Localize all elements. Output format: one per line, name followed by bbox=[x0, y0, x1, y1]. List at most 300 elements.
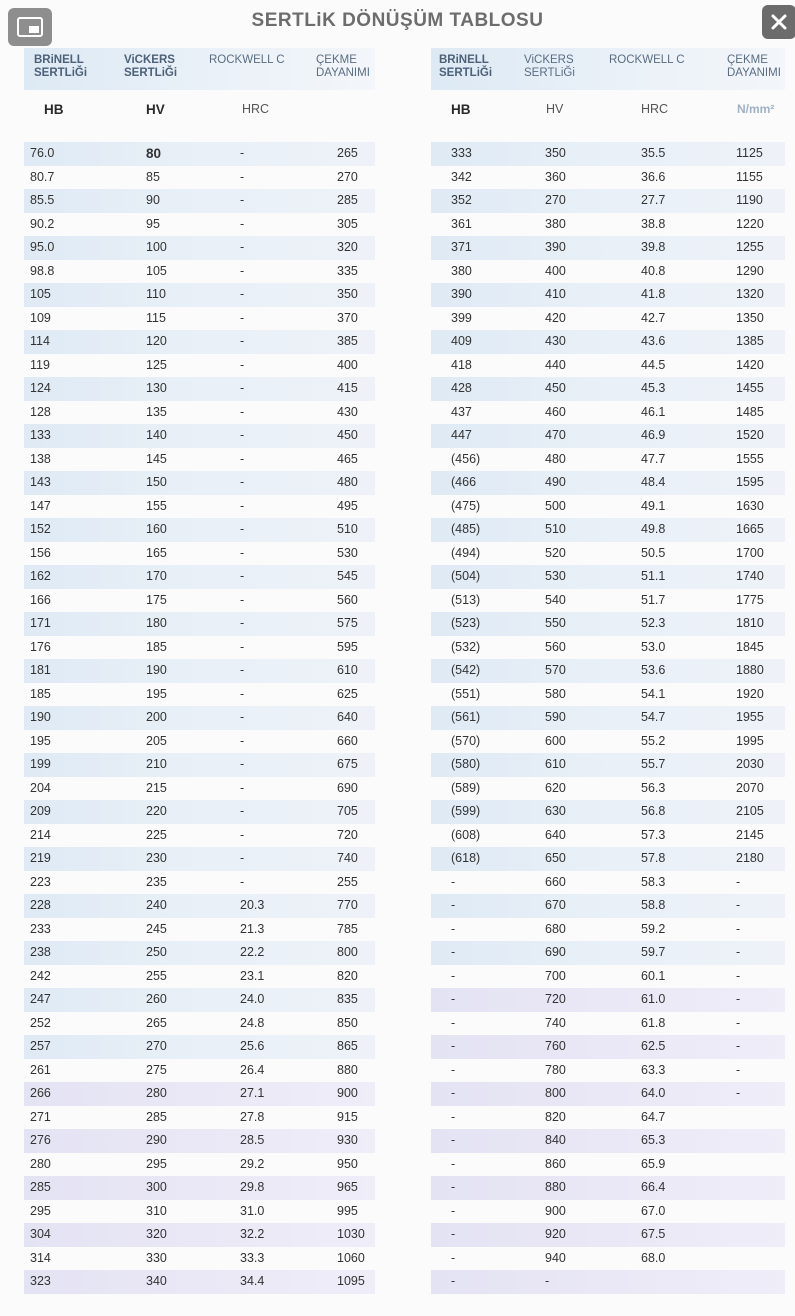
close-icon bbox=[770, 13, 788, 31]
cell-hv: 285 bbox=[146, 1109, 167, 1124]
cell-cekme: 850 bbox=[337, 1015, 358, 1030]
table-row bbox=[431, 401, 785, 425]
cell-hrc: - bbox=[240, 428, 245, 442]
cell-hv: 85 bbox=[146, 169, 160, 184]
cell-cekme: 820 bbox=[337, 968, 358, 983]
cell-cekme: 705 bbox=[337, 804, 358, 818]
cell-hb: 276 bbox=[30, 1133, 51, 1147]
cell-hv: 185 bbox=[146, 639, 167, 654]
table-row bbox=[24, 354, 375, 378]
cell-hb: - bbox=[451, 1086, 456, 1100]
table-row bbox=[24, 988, 375, 1012]
cell-hb: 223 bbox=[30, 874, 51, 889]
cell-hv: 590 bbox=[545, 710, 566, 724]
cell-hb: 437 bbox=[451, 404, 472, 419]
cell-hrc: 61.0 bbox=[641, 992, 666, 1006]
cell-cekme: - bbox=[736, 1062, 741, 1077]
cell-hb: 76.0 bbox=[30, 146, 55, 160]
cell-cekme: - bbox=[736, 874, 741, 889]
table-row bbox=[431, 659, 785, 683]
cell-hv: 330 bbox=[146, 1250, 167, 1265]
cell-hv: 255 bbox=[146, 968, 167, 983]
cell-hrc: 21.3 bbox=[240, 921, 265, 936]
cell-hrc: - bbox=[240, 616, 245, 630]
cell-cekme: 720 bbox=[337, 827, 358, 842]
cell-cekme: 880 bbox=[337, 1062, 358, 1077]
cell-hv: 115 bbox=[146, 310, 166, 325]
cell-hv: 720 bbox=[545, 992, 566, 1006]
cell-cekme: 450 bbox=[337, 428, 358, 442]
table-row bbox=[24, 612, 375, 636]
cell-hb: 209 bbox=[30, 804, 51, 818]
close-button[interactable] bbox=[762, 5, 795, 39]
cell-hb: 352 bbox=[451, 193, 472, 207]
table-row bbox=[24, 1270, 375, 1294]
cell-cekme: 1740 bbox=[736, 569, 764, 583]
table-row bbox=[24, 894, 375, 918]
cell-hv: 140 bbox=[146, 428, 167, 442]
cell-hrc: 57.3 bbox=[641, 827, 666, 842]
cell-hb: 190 bbox=[30, 710, 51, 724]
cell-hrc: 48.4 bbox=[641, 475, 666, 489]
cell-hb: - bbox=[451, 898, 456, 912]
cell-cekme: 1700 bbox=[736, 545, 764, 560]
table-row bbox=[24, 330, 375, 354]
cell-cekme: 560 bbox=[337, 592, 358, 607]
table-row bbox=[431, 824, 785, 848]
cell-hv: 420 bbox=[545, 310, 566, 325]
cell-cekme: - bbox=[736, 968, 741, 983]
cell-hrc: 55.7 bbox=[641, 757, 666, 771]
cell-cekme: 610 bbox=[337, 663, 358, 677]
cell-hrc: 45.3 bbox=[641, 381, 666, 395]
cell-cekme: 690 bbox=[337, 780, 358, 795]
table-row bbox=[24, 1082, 375, 1106]
cell-hrc: 32.2 bbox=[240, 1227, 265, 1241]
cell-hb: 171 bbox=[30, 616, 51, 630]
table-row bbox=[431, 142, 785, 166]
cell-hv: 200 bbox=[146, 710, 167, 724]
cell-cekme: 285 bbox=[337, 193, 358, 207]
cell-hv: 230 bbox=[146, 851, 167, 865]
cell-hrc: 51.7 bbox=[641, 592, 666, 607]
table-row bbox=[431, 1129, 785, 1153]
cell-hb: - bbox=[451, 1015, 456, 1030]
cell-hrc: - bbox=[240, 169, 245, 184]
cell-cekme: 1665 bbox=[736, 522, 764, 536]
cell-hrc: 42.7 bbox=[641, 310, 666, 325]
cell-hb: 195 bbox=[30, 733, 51, 748]
table-row bbox=[24, 565, 375, 589]
right-table bbox=[431, 48, 785, 1294]
cell-hv: 400 bbox=[545, 263, 566, 278]
cell-hv: - bbox=[545, 1274, 550, 1288]
cell-cekme: 350 bbox=[337, 287, 358, 301]
cell-hv: 660 bbox=[545, 874, 566, 889]
cell-hb: 143 bbox=[30, 475, 51, 489]
cell-hb: 233 bbox=[30, 921, 51, 936]
cell-hv: 350 bbox=[545, 146, 566, 160]
header-brinell: BRiNELL SERTLiĞi bbox=[439, 54, 493, 79]
cell-hrc: - bbox=[240, 240, 245, 254]
cell-hb: 371 bbox=[451, 240, 472, 254]
cell-hrc: 49.1 bbox=[641, 498, 666, 513]
cell-hb: 380 bbox=[451, 263, 472, 278]
cell-hv: 700 bbox=[545, 968, 566, 983]
table-row bbox=[431, 166, 785, 190]
cell-hv: 95 bbox=[146, 216, 160, 231]
cell-cekme: 510 bbox=[337, 522, 358, 536]
cell-hv: 175 bbox=[146, 592, 167, 607]
cell-hv: 540 bbox=[545, 592, 566, 607]
cell-hb: 409 bbox=[451, 334, 472, 348]
table-row bbox=[24, 847, 375, 871]
cell-cekme: 385 bbox=[337, 334, 358, 348]
table-row bbox=[431, 965, 785, 989]
cell-cekme: 800 bbox=[337, 945, 358, 959]
subheader-hv: HV bbox=[546, 102, 564, 116]
cell-hb: (523) bbox=[451, 616, 481, 630]
cell-hv: 470 bbox=[545, 428, 566, 442]
cell-hb: 214 bbox=[30, 827, 51, 842]
cell-hrc: 64.7 bbox=[641, 1109, 666, 1124]
cell-cekme: 265 bbox=[337, 146, 358, 160]
cell-hrc: 61.8 bbox=[641, 1015, 666, 1030]
cell-hb: 280 bbox=[30, 1156, 51, 1171]
cell-hb: - bbox=[451, 874, 456, 889]
table-row bbox=[431, 236, 785, 260]
cell-cekme: 950 bbox=[337, 1156, 358, 1171]
table-row bbox=[24, 636, 375, 660]
cell-hrc: - bbox=[240, 710, 245, 724]
table-row bbox=[431, 683, 785, 707]
cell-hv: 310 bbox=[146, 1203, 167, 1218]
cell-hv: 570 bbox=[545, 663, 566, 677]
cell-cekme: 1420 bbox=[736, 357, 764, 372]
cell-cekme: 320 bbox=[337, 240, 358, 254]
cell-hb: - bbox=[451, 1227, 456, 1241]
cell-hv: 620 bbox=[545, 780, 566, 795]
cell-hv: 220 bbox=[146, 804, 167, 818]
table-row bbox=[431, 424, 785, 448]
cell-hb: (608) bbox=[451, 827, 481, 842]
cell-hb: 181 bbox=[30, 663, 51, 677]
cell-cekme: - bbox=[736, 945, 741, 959]
cell-hb: 323 bbox=[30, 1274, 51, 1288]
cell-hv: 195 bbox=[146, 686, 167, 701]
cell-hb: 138 bbox=[30, 451, 51, 466]
cell-hv: 135 bbox=[146, 404, 167, 419]
cell-hv: 820 bbox=[545, 1109, 566, 1124]
table-row bbox=[431, 518, 785, 542]
cell-hrc: 53.0 bbox=[641, 639, 666, 654]
cell-hb: - bbox=[451, 945, 456, 959]
cell-cekme: 1385 bbox=[736, 334, 764, 348]
cell-hb: (504) bbox=[451, 569, 481, 583]
table-row bbox=[431, 1200, 785, 1224]
table-row bbox=[24, 260, 375, 284]
cell-hrc: - bbox=[240, 310, 245, 325]
cell-hb: (542) bbox=[451, 663, 481, 677]
cell-hv: 130 bbox=[146, 381, 167, 395]
cell-cekme: 370 bbox=[337, 310, 358, 325]
cell-hv: 100 bbox=[146, 240, 167, 254]
cell-hrc: - bbox=[240, 498, 245, 513]
cell-hrc: 27.1 bbox=[240, 1086, 265, 1100]
table-row bbox=[431, 1106, 785, 1130]
cell-hv: 680 bbox=[545, 921, 566, 936]
table-row bbox=[431, 918, 785, 942]
table-row bbox=[431, 753, 785, 777]
cell-hb: 271 bbox=[30, 1109, 51, 1124]
cell-hrc: 49.8 bbox=[641, 522, 666, 536]
cell-hb: (494) bbox=[451, 545, 481, 560]
table-row bbox=[431, 377, 785, 401]
cell-hb: 447 bbox=[451, 428, 472, 442]
cell-hrc: 60.1 bbox=[641, 968, 666, 983]
table-row bbox=[431, 260, 785, 284]
table-row bbox=[24, 753, 375, 777]
cell-hb: 204 bbox=[30, 780, 51, 795]
table-row bbox=[24, 142, 375, 166]
cell-cekme: - bbox=[736, 1015, 741, 1030]
table-row bbox=[24, 1153, 375, 1177]
cell-cekme: 740 bbox=[337, 851, 358, 865]
subheader-hv: HV bbox=[146, 102, 165, 117]
table-row bbox=[431, 730, 785, 754]
cell-hv: 500 bbox=[545, 498, 566, 513]
header-vickers: ViCKERS SERTLiĞi bbox=[124, 54, 178, 79]
cell-hb: 85.5 bbox=[30, 193, 55, 207]
cell-hv: 210 bbox=[146, 757, 167, 771]
cell-hv: 275 bbox=[146, 1062, 167, 1077]
cell-hb: - bbox=[451, 1039, 456, 1053]
table-row bbox=[24, 1059, 375, 1083]
left-table bbox=[24, 48, 375, 1294]
cell-hv: 150 bbox=[146, 475, 167, 489]
cell-cekme: 2030 bbox=[736, 757, 764, 771]
cell-cekme: 415 bbox=[337, 381, 358, 395]
cell-hrc: - bbox=[240, 263, 245, 278]
cell-hv: 940 bbox=[545, 1250, 566, 1265]
cell-hrc: - bbox=[240, 193, 245, 207]
cell-hv: 320 bbox=[146, 1227, 167, 1241]
cell-cekme: 1125 bbox=[736, 146, 763, 160]
cell-cekme: 995 bbox=[337, 1203, 358, 1218]
cell-hv: 280 bbox=[146, 1086, 167, 1100]
cell-hrc: 27.8 bbox=[240, 1109, 265, 1124]
cell-hrc: - bbox=[240, 451, 245, 466]
cell-cekme: - bbox=[736, 898, 741, 912]
table-row bbox=[24, 401, 375, 425]
cell-hrc: 46.1 bbox=[641, 404, 666, 419]
cell-hv: 380 bbox=[545, 216, 566, 231]
cell-hv: 780 bbox=[545, 1062, 566, 1077]
cell-hb: 228 bbox=[30, 898, 51, 912]
cell-cekme: 1810 bbox=[736, 616, 764, 630]
cell-hb: 361 bbox=[451, 216, 472, 231]
right-rows bbox=[431, 142, 785, 1294]
cell-hb: 418 bbox=[451, 357, 472, 372]
cell-hv: 90 bbox=[146, 193, 160, 207]
cell-hv: 630 bbox=[545, 804, 566, 818]
cell-hrc: - bbox=[240, 216, 245, 231]
cell-cekme: 1350 bbox=[736, 310, 764, 325]
cell-hv: 640 bbox=[545, 827, 566, 842]
cell-cekme: - bbox=[736, 992, 741, 1006]
cell-hv: 295 bbox=[146, 1156, 167, 1171]
table-row bbox=[24, 542, 375, 566]
cell-hb: 199 bbox=[30, 757, 51, 771]
table-row bbox=[24, 918, 375, 942]
cell-hb: 152 bbox=[30, 522, 51, 536]
cell-cekme: 400 bbox=[337, 357, 358, 372]
cell-hv: 340 bbox=[146, 1274, 167, 1288]
cell-hrc: 29.2 bbox=[240, 1156, 265, 1171]
table-row bbox=[24, 1200, 375, 1224]
table-row bbox=[24, 824, 375, 848]
cell-hrc: 28.5 bbox=[240, 1133, 265, 1147]
cell-hrc: 63.3 bbox=[641, 1062, 666, 1077]
subheader-hb: HB bbox=[44, 102, 64, 117]
cell-hv: 270 bbox=[545, 193, 566, 207]
cell-cekme: 915 bbox=[337, 1109, 358, 1124]
cell-hv: 300 bbox=[146, 1180, 167, 1194]
table-row bbox=[431, 871, 785, 895]
table-row bbox=[24, 1176, 375, 1200]
cell-cekme: 255 bbox=[337, 874, 358, 889]
cell-hv: 145 bbox=[146, 451, 167, 466]
cell-hv: 190 bbox=[146, 663, 167, 677]
cell-hrc: 20.3 bbox=[240, 898, 265, 912]
cell-hrc: 54.7 bbox=[641, 710, 666, 724]
cell-hb: 80.7 bbox=[30, 169, 55, 184]
cell-hb: 314 bbox=[30, 1250, 51, 1265]
cell-cekme: 1190 bbox=[736, 193, 763, 207]
cell-hb: 105 bbox=[30, 287, 51, 301]
cell-cekme: 1485 bbox=[736, 404, 764, 419]
cell-cekme: 640 bbox=[337, 710, 358, 724]
table-row bbox=[431, 636, 785, 660]
cell-hb: 238 bbox=[30, 945, 51, 959]
cell-hrc: 41.8 bbox=[641, 287, 666, 301]
cell-hrc: - bbox=[240, 874, 245, 889]
cell-hb: 166 bbox=[30, 592, 51, 607]
cell-hb: 390 bbox=[451, 287, 472, 301]
table-row bbox=[431, 213, 785, 237]
table-row bbox=[431, 800, 785, 824]
table-row bbox=[24, 518, 375, 542]
cell-hb: 133 bbox=[30, 428, 51, 442]
cell-cekme: 335 bbox=[337, 263, 358, 278]
subheader-hrc: HRC bbox=[242, 102, 270, 116]
cell-hrc: 31.0 bbox=[240, 1203, 265, 1218]
cell-cekme: 1775 bbox=[736, 592, 764, 607]
table-row bbox=[24, 800, 375, 824]
cell-hb: 124 bbox=[30, 381, 51, 395]
cell-hrc: - bbox=[240, 357, 245, 372]
cell-cekme: 575 bbox=[337, 616, 358, 630]
cell-cekme: 835 bbox=[337, 992, 358, 1006]
cell-hv: 600 bbox=[545, 733, 566, 748]
cell-hrc: 23.1 bbox=[240, 968, 265, 983]
cell-hv: 650 bbox=[545, 851, 566, 865]
cell-hb: (599) bbox=[451, 804, 481, 818]
cell-hb: 285 bbox=[30, 1180, 51, 1194]
cell-hrc: 27.7 bbox=[641, 193, 666, 207]
cell-hb: (532) bbox=[451, 639, 481, 654]
cell-hrc: 26.4 bbox=[240, 1062, 265, 1077]
table-row bbox=[24, 448, 375, 472]
cell-cekme: 1095 bbox=[337, 1274, 365, 1288]
cell-hb: - bbox=[451, 1156, 456, 1171]
cell-hrc: 38.8 bbox=[641, 216, 666, 231]
cell-hv: 180 bbox=[146, 616, 167, 630]
cell-cekme: 595 bbox=[337, 639, 358, 654]
cell-hb: 90.2 bbox=[30, 216, 55, 231]
cell-cekme: 430 bbox=[337, 404, 358, 419]
table-row bbox=[24, 965, 375, 989]
cell-hrc: - bbox=[240, 404, 245, 419]
header-rockwell: ROCKWELL C bbox=[609, 54, 685, 66]
table-row bbox=[24, 1035, 375, 1059]
cell-hb: (618) bbox=[451, 851, 481, 865]
cell-cekme: 1920 bbox=[736, 686, 764, 701]
cell-hrc: 24.0 bbox=[240, 992, 265, 1006]
cell-hv: 240 bbox=[146, 898, 167, 912]
cell-cekme: 1290 bbox=[736, 263, 764, 278]
cell-hrc: - bbox=[240, 663, 245, 677]
cell-hb: - bbox=[451, 1250, 456, 1265]
cell-hrc: - bbox=[240, 686, 245, 701]
cell-hb: 295 bbox=[30, 1203, 51, 1218]
cell-hb: 128 bbox=[30, 404, 51, 419]
cell-cekme: 2145 bbox=[736, 827, 764, 842]
cell-cekme: 1320 bbox=[736, 287, 764, 301]
cell-cekme: 1845 bbox=[736, 639, 764, 654]
table-row bbox=[431, 612, 785, 636]
table-row bbox=[431, 495, 785, 519]
cell-cekme: 785 bbox=[337, 921, 358, 936]
table-row bbox=[24, 1012, 375, 1036]
cell-cekme: 675 bbox=[337, 757, 358, 771]
cell-hrc: 55.2 bbox=[641, 733, 666, 748]
cell-hrc: 66.4 bbox=[641, 1180, 666, 1194]
cell-hb: (561) bbox=[451, 710, 481, 724]
cell-cekme: 1995 bbox=[736, 733, 764, 748]
subheader-hrc: HRC bbox=[641, 102, 669, 116]
cell-hv: 450 bbox=[545, 381, 566, 395]
table-row bbox=[24, 236, 375, 260]
cell-hv: 155 bbox=[146, 498, 167, 513]
right-header-row bbox=[431, 48, 785, 90]
cell-hb: 98.8 bbox=[30, 263, 55, 278]
cell-hv: 120 bbox=[146, 334, 167, 348]
header-rockwell: ROCKWELL C bbox=[209, 54, 285, 66]
cell-hrc: - bbox=[240, 780, 245, 795]
cell-cekme: 660 bbox=[337, 733, 358, 748]
cell-hv: 840 bbox=[545, 1133, 566, 1147]
cell-cekme: 1595 bbox=[736, 475, 764, 489]
cell-hb: 95.0 bbox=[30, 240, 55, 254]
cell-hb: 342 bbox=[451, 169, 472, 184]
table-row bbox=[24, 777, 375, 801]
cell-hrc: 47.7 bbox=[641, 451, 666, 466]
table-row bbox=[431, 307, 785, 331]
table-row bbox=[431, 448, 785, 472]
cell-hrc: 64.0 bbox=[641, 1086, 666, 1100]
cell-cekme: 2070 bbox=[736, 780, 764, 795]
